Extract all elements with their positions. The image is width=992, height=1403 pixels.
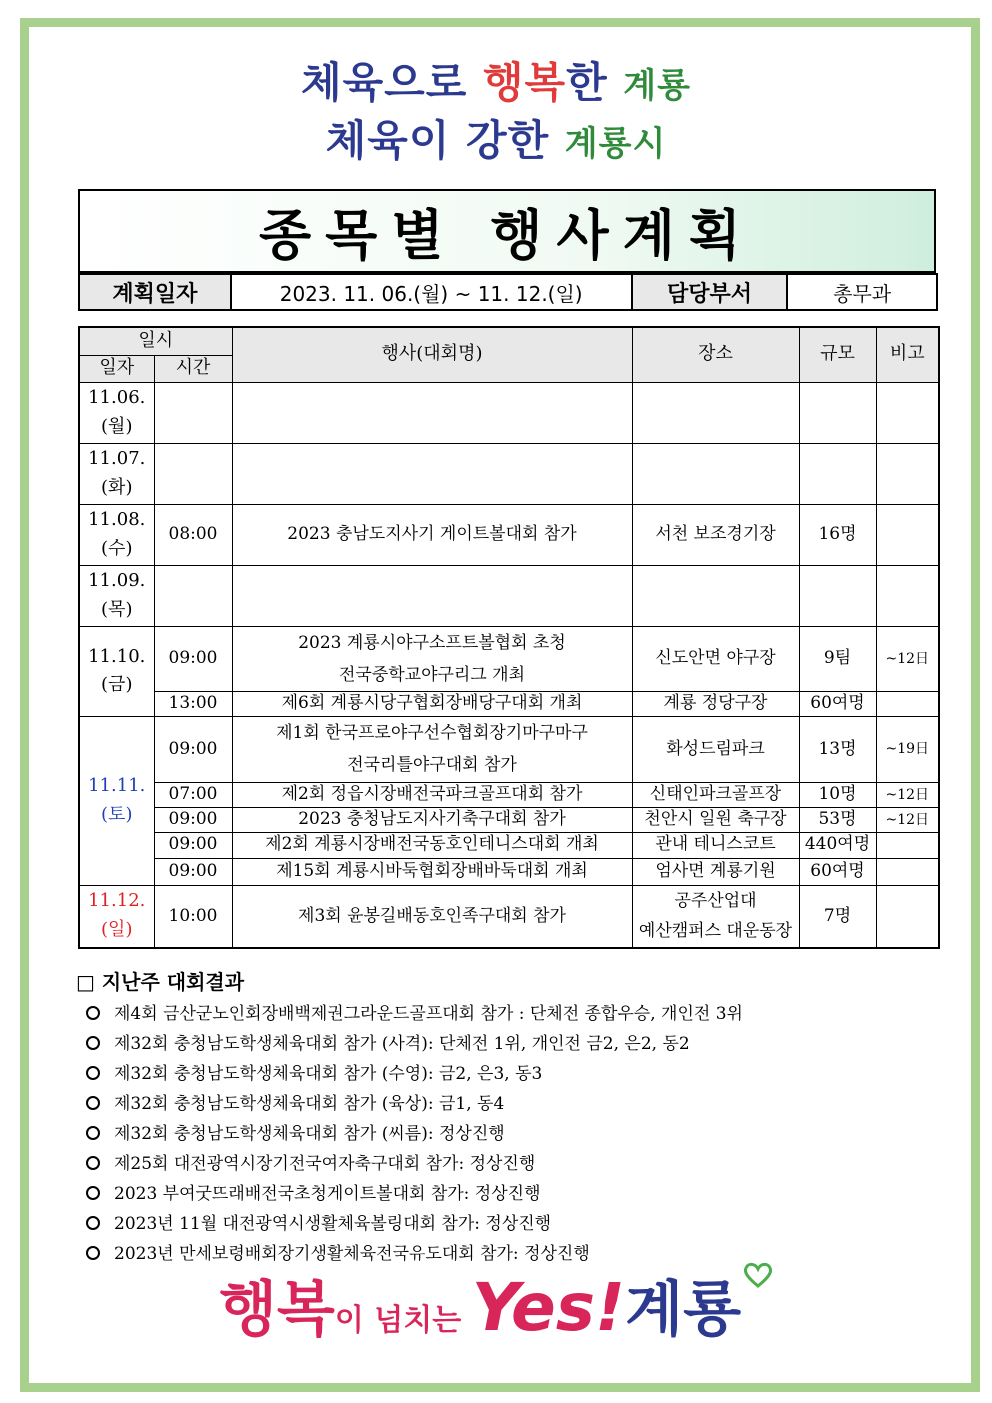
list-item: 제4회 금산군노인회장배백제권그라운드골프대회 참가 : 단체전 종합우승, 개인전 3위 — [86, 999, 743, 1029]
slogan-line-2 — [0, 108, 992, 168]
scale-cell: 9팀 — [799, 626, 876, 692]
event-cell: 제2회 계룡시장배전국동호인테니스대회 개최 — [232, 832, 632, 858]
list-item: 2023 부여굿뜨래배전국초청게이트볼대회 참가: 정상진행 — [86, 1179, 743, 1209]
table-row — [79, 626, 939, 692]
table-row — [79, 565, 939, 626]
table-row — [79, 782, 939, 807]
list-item: 제32회 충청남도학생체육대회 참가 (육상): 금1, 동4 — [86, 1089, 743, 1119]
place-cell: 천안시 일원 축구장 — [632, 807, 799, 832]
list-item: 2023년 만세보령배회장기생활체육전국유도대회 참가: 정상진행 — [86, 1239, 743, 1269]
event-cell: 2023 계룡시야구소프트볼협회 초청 전국중학교야구리그 개최 — [232, 626, 632, 692]
date-cell: 11.10. (금) — [79, 626, 154, 717]
footer-city: 계룡 — [625, 1275, 742, 1345]
note-cell: ~12日 — [876, 626, 939, 692]
circle-bullet-icon — [86, 1186, 100, 1200]
list-item: 제32회 충청남도학생체육대회 참가 (사격): 단체전 1위, 개인전 금2, 은2, 동2 — [86, 1029, 743, 1059]
place-cell: 신태인파크골프장 — [632, 782, 799, 807]
circle-bullet-icon — [86, 1216, 100, 1230]
circle-bullet-icon — [86, 1066, 100, 1080]
table-row — [79, 807, 939, 832]
results-list — [86, 999, 743, 1269]
slogan-text: 체육 — [325, 116, 409, 165]
scale-cell: 10명 — [799, 782, 876, 807]
time-cell: 13:00 — [154, 692, 232, 717]
header-scale: 규모 — [799, 327, 876, 382]
place-cell: 서천 보조경기장 — [632, 504, 799, 565]
event-cell: 제6회 계룡시당구협회장배당구대회 개최 — [232, 692, 632, 717]
circle-bullet-icon — [86, 1036, 100, 1050]
date-cell: 11.12. (일) — [79, 885, 154, 948]
time-cell: 08:00 — [154, 504, 232, 565]
time-cell: 09:00 — [154, 832, 232, 858]
scale-cell: 60여명 — [799, 858, 876, 885]
results-title: □ 지난주 대회결과 — [76, 970, 245, 994]
event-cell: 제15회 계룡시바둑협회장배바둑대회 개최 — [232, 858, 632, 885]
slogan-city: 계룡시 — [564, 124, 667, 164]
header-date: 일자 — [79, 355, 154, 382]
time-cell: 07:00 — [154, 782, 232, 807]
event-cell: 2023 충청남도지사기축구대회 참가 — [232, 807, 632, 832]
table-row — [79, 443, 939, 504]
scale-cell: 13명 — [799, 717, 876, 783]
table-row — [79, 858, 939, 885]
circle-bullet-icon — [86, 1096, 100, 1110]
list-item: 제32회 충청남도학생체육대회 참가 (수영): 금2, 은3, 동3 — [86, 1059, 743, 1089]
page-title: 종목별 행사계획 — [259, 203, 755, 267]
circle-bullet-icon — [86, 1126, 100, 1140]
dept-label: 담당부서 — [632, 274, 788, 310]
scale-cell: 60여명 — [799, 692, 876, 717]
event-cell: 제2회 정읍시장배전국파크골프대회 참가 — [232, 782, 632, 807]
table-row — [79, 504, 939, 565]
note-cell — [876, 858, 939, 885]
header-place: 장소 — [632, 327, 799, 382]
list-item: 제32회 충청남도학생체육대회 참가 (씨름): 정상진행 — [86, 1119, 743, 1149]
date-cell: 11.09. (목) — [79, 565, 154, 626]
plan-date-label: 계획일자 — [79, 274, 231, 310]
table-row — [79, 717, 939, 783]
footer-slogan — [0, 1262, 992, 1348]
place-cell: 엄사면 계룡기원 — [632, 858, 799, 885]
note-cell — [876, 885, 939, 948]
note-cell — [876, 504, 939, 565]
plan-info-table — [78, 273, 938, 311]
circle-bullet-icon — [86, 1246, 100, 1260]
place-cell: 공주산업대 예산캠퍼스 대운동장 — [632, 885, 799, 948]
schedule-table — [78, 326, 940, 949]
place-cell: 화성드림파크 — [632, 717, 799, 783]
time-cell: 10:00 — [154, 885, 232, 948]
date-cell: 11.11. (토) — [79, 717, 154, 886]
place-cell: 신도안면 야구장 — [632, 626, 799, 692]
time-cell: 09:00 — [154, 807, 232, 832]
slogan-city: 계룡 — [623, 66, 691, 106]
scale-cell: 53명 — [799, 807, 876, 832]
date-cell: 11.07. (화) — [79, 443, 154, 504]
date-cell: 11.08. (수) — [79, 504, 154, 565]
table-row — [79, 382, 939, 443]
event-cell: 제3회 윤봉길배동호인족구대회 참가 — [232, 885, 632, 948]
footer-text: 이 넘치는 — [334, 1303, 472, 1338]
place-cell: 계룡 정당구장 — [632, 692, 799, 717]
list-item: 2023년 11월 대전광역시생활체육볼링대회 참가: 정상진행 — [86, 1209, 743, 1239]
circle-bullet-icon — [86, 1156, 100, 1170]
event-cell: 2023 충남도지사기 게이트볼대회 참가 — [232, 504, 632, 565]
circle-bullet-icon — [86, 1006, 100, 1020]
slogan-line-1 — [0, 50, 992, 110]
title-box — [78, 189, 936, 273]
scale-cell: 7명 — [799, 885, 876, 948]
time-cell: 09:00 — [154, 858, 232, 885]
slogan-text: 체육으로 — [301, 58, 483, 107]
slogan-text: 한 — [566, 58, 624, 107]
header-time: 시간 — [154, 355, 232, 382]
footer-yes: Yes! — [471, 1269, 626, 1346]
note-cell — [876, 832, 939, 858]
dept-value: 총무과 — [787, 274, 937, 310]
event-cell: 제1회 한국프로야구선수협회장기마구마구 전국리틀야구대회 참가 — [232, 717, 632, 783]
table-row — [79, 692, 939, 717]
note-cell: ~19日 — [876, 717, 939, 783]
header-datetime: 일시 — [79, 327, 232, 355]
time-cell: 09:00 — [154, 626, 232, 692]
place-cell: 관내 테니스코트 — [632, 832, 799, 858]
scale-cell: 440여명 — [799, 832, 876, 858]
header-event: 행사(대회명) — [232, 327, 632, 382]
header-note: 비고 — [876, 327, 939, 382]
note-cell: ~12日 — [876, 807, 939, 832]
plan-date-value: 2023. 11. 06.(월) ~ 11. 12.(일) — [231, 274, 632, 310]
table-row — [79, 885, 939, 948]
table-row — [79, 832, 939, 858]
slogan-text: 이 강한 — [408, 116, 565, 165]
time-cell: 09:00 — [154, 717, 232, 783]
heart-icon — [743, 1262, 773, 1288]
note-cell — [876, 692, 939, 717]
slogan-highlight: 행복 — [482, 58, 567, 107]
date-cell: 11.06. (월) — [79, 382, 154, 443]
scale-cell: 16명 — [799, 504, 876, 565]
list-item: 제25회 대전광역시장기전국여자축구대회 참가: 정상진행 — [86, 1149, 743, 1179]
footer-text: 행복 — [218, 1275, 335, 1345]
note-cell: ~12日 — [876, 782, 939, 807]
